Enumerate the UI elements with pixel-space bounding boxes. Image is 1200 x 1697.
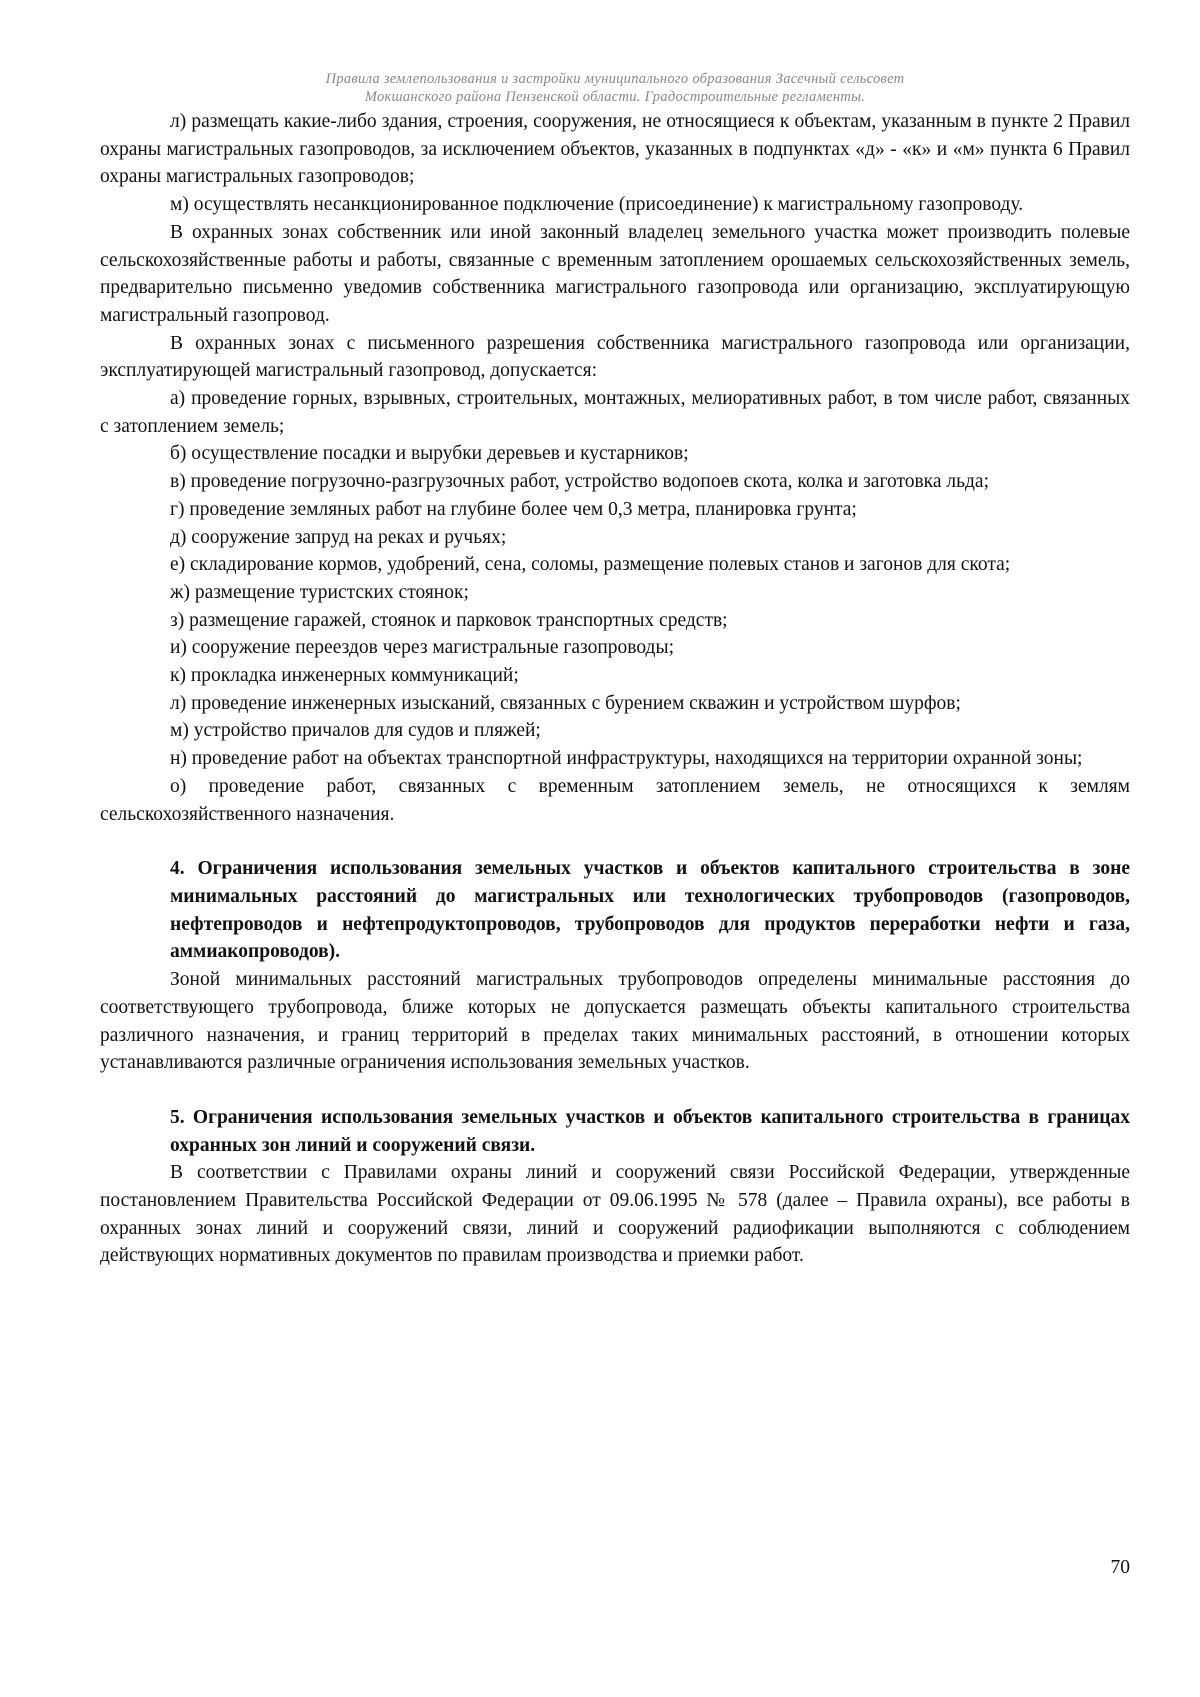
list-item: е) складирование кормов, удобрений, сена, соломы, размещение полевых станов и загонов для скота; bbox=[170, 554, 1011, 576]
paragraph: л) размещать какие-либо здания, строения, сооружения, не относящиеся к объектам, указанным в пункте 2 Правил охраны магистральных газопроводов, за исключением объектов, указанных в подпунктах «д» - «к» и «м» пункта 6 Правил охраны магистральных газопроводов; bbox=[100, 111, 1130, 188]
list-item: и) сооружение переездов через магистральные газопроводы; bbox=[170, 637, 675, 659]
list-item: о) проведение работ, связанных с временным затоплением земель, не относящихся к землям сельскохозяйственного назначения. bbox=[100, 775, 1130, 825]
list-item: н) проведение работ на объектах транспортной инфраструктуры, находящихся на территории охранной зоны; bbox=[170, 748, 1083, 770]
section-gap bbox=[100, 1077, 1130, 1104]
list-item: л) проведение инженерных изысканий, связанных с бурением скважин и устройством шурфов; bbox=[170, 692, 961, 714]
list-item: ж) размещение туристских стоянок; bbox=[170, 581, 469, 603]
list-item: з) размещение гаражей, стоянок и парковок транспортных средств; bbox=[170, 609, 728, 631]
list-item: в) проведение погрузочно-разгрузочных работ, устройство водопоев скота, колка и заготовка льда; bbox=[170, 471, 990, 493]
section-5 bbox=[100, 1104, 1130, 1270]
document-page bbox=[100, 70, 1130, 1270]
section-4 bbox=[100, 855, 1130, 1077]
paragraph: В охранных зонах собственник или иной законный владелец земельного участка может производить полевые сельскохозяйственные работы и работы, связанные с временным затоплением орошаемых сельскохозяйственных земель, предварительно письменно уведомив собственника магистрального газопровода или организацию, эксплуатирующую магистральный газопровод. bbox=[100, 221, 1130, 326]
section-gap bbox=[100, 828, 1130, 855]
section-5-heading: 5. Ограничения использования земельных участков и объектов капитального строительства в границах охранных зон линий и сооружений связи. bbox=[170, 1106, 1130, 1156]
list-item: а) проведение горных, взрывных, строительных, монтажных, мелиоративных работ, в том числе работ, связанных с затоплением земель; bbox=[100, 388, 1130, 437]
list-item: б) осуществление посадки и вырубки деревьев и кустарников; bbox=[170, 443, 689, 465]
list-item: д) сооружение запруд на реках и ручьях; bbox=[170, 526, 507, 548]
list-item: г) проведение земляных работ на глубине более чем 0,3 метра, планировка грунта; bbox=[170, 498, 857, 520]
running-header bbox=[100, 70, 1130, 106]
section-4-body: Зоной минимальных расстояний магистральных трубопроводов определены минимальные расстояния до соответствующего трубопровода, ближе которых не допускается размещать объекты капитального строительства различного назначения, и границ территорий в пределах таких минимальных расстояний, в отношении которых устанавливаются различные ограничения использования земельных участков. bbox=[100, 969, 1130, 1074]
paragraph: В охранных зонах с письменного разрешения собственника магистрального газопровода или организации, эксплуатирующей магистральный газопровод, допускается: bbox=[100, 332, 1130, 382]
list-item: м) устройство причалов для судов и пляжей; bbox=[170, 720, 541, 742]
list-item: к) прокладка инженерных коммуникаций; bbox=[170, 665, 519, 687]
body-text-top bbox=[100, 108, 1130, 828]
running-header-line-1: Правила землепользования и застройки муниципального образования Засечный сельсовет bbox=[325, 71, 905, 87]
running-header-line-2: Мокшанского района Пензенской области. Градостроительные регламенты. bbox=[364, 89, 866, 105]
section-5-body: В соответствии с Правилами охраны линий и сооружений связи Российской Федерации, утвержденные постановлением Правительства Российской Федерации от 09.06.1995 № 578 (далее – Правила охраны), все работы в охранных зонах линий и сооружений связи, линий и сооружений радиофикации выполняются с соблюдением действующих нормативных документов по правилам производства и приемки работ. bbox=[100, 1162, 1130, 1267]
paragraph: м) осуществлять несанкционированное подключение (присоединение) к магистральному газопроводу. bbox=[170, 194, 1024, 216]
page-number: 70 bbox=[1110, 1557, 1130, 1578]
section-4-heading: 4. Ограничения использования земельных участков и объектов капитального строительства в зоне минимальных расстояний до магистральных или технологических трубопроводов (газопроводов, нефтепроводов и нефтепродуктопроводов, трубопроводов для продуктов переработки нефти и газа, аммиакопроводов). bbox=[170, 858, 1130, 963]
